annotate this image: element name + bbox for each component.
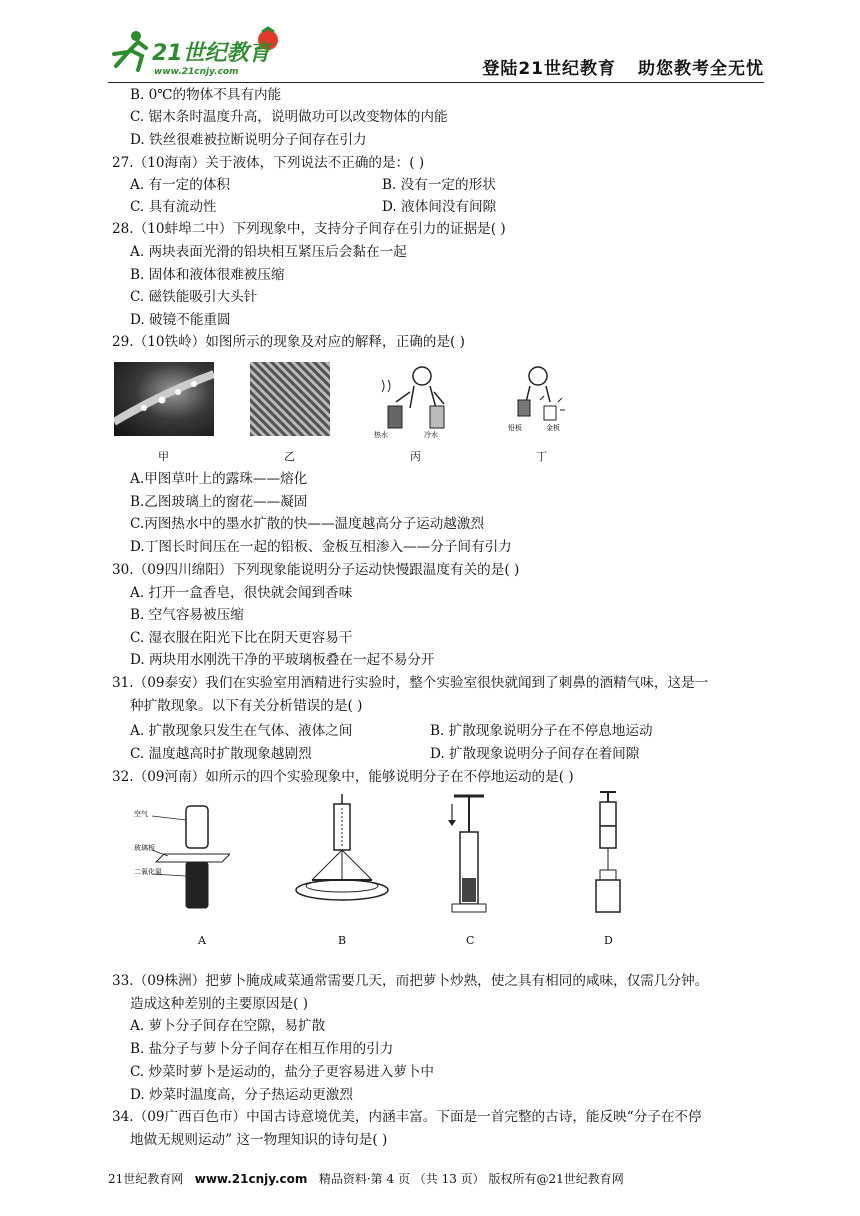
svg-text:www.21cnjy.com: www.21cnjy.com	[154, 67, 239, 77]
q26-option-c: C. 锯木条时温度升高，说明做功可以改变物体的内能	[130, 109, 448, 125]
footer-site: 21世纪教育网	[108, 1172, 184, 1186]
svg-text:二氧化氮: 二氧化氮	[134, 868, 162, 876]
q31-option-d: D. 扩散现象说明分子间存在着间隙	[430, 746, 640, 762]
fig29-label-a: 甲	[158, 450, 169, 463]
fig32-label-c: C	[466, 934, 475, 947]
q33-option-a: A. 萝卜分子间存在空隙，易扩散	[130, 1018, 326, 1034]
fig32-piston-drawing	[444, 792, 494, 916]
fig32-label-d: D	[604, 934, 613, 947]
q33-option-b: B. 盐分子与萝卜分子间存在相互作用的引力	[130, 1041, 394, 1057]
svg-text:空气: 空气	[134, 810, 148, 818]
footer-page-info: 精品资料·第 4 页 （共 13 页） 版权所有@21世纪教育网	[318, 1172, 624, 1186]
q30-option-d: D. 两块用水刚洗干净的平玻璃板叠在一起不易分开	[130, 652, 435, 668]
q29-option-b: B.乙图玻璃上的窗花——凝固	[130, 494, 308, 510]
svg-text:冷水: 冷水	[424, 431, 438, 438]
page-header	[0, 0, 860, 84]
question-31-cont: 种扩散现象。以下有关分析错误的是( )	[130, 698, 363, 714]
q30-option-b: B. 空气容易被压缩	[130, 607, 244, 623]
fig29-frost-photo	[250, 362, 330, 436]
fig32-lead-cylinders-drawing	[588, 790, 628, 916]
q31-option-a: A. 扩散现象只发生在气体、液体之间	[130, 723, 353, 739]
svg-text:热水: 热水	[374, 431, 388, 438]
slogan-help: 助您教考全无忧	[638, 59, 764, 79]
q28-option-d: D. 破镜不能重圆	[130, 312, 231, 328]
svg-text:铅板: 铅板	[508, 424, 522, 432]
slogan-login: 登陆21世纪教育	[482, 59, 616, 79]
question-30: 30.（09四川绵阳）下列现象能说明分子运动快慢跟温度有关的是( )	[112, 562, 520, 578]
header-slogan	[460, 54, 764, 79]
q31-option-b: B. 扩散现象说明分子在不停息地运动	[430, 723, 653, 739]
question-28: 28.（10蚌埠二中）下列现象中，支持分子间存在引力的证据是( )	[112, 221, 506, 237]
footer-url[interactable]: www.21cnjy.com	[194, 1172, 308, 1186]
site-logo	[108, 26, 298, 78]
q29-option-d: D.丁图长时间压在一起的铅板、金板互相渗入——分子间有引力	[130, 539, 512, 555]
q33-option-d: D. 炒菜时温度高，分子热运动更激烈	[130, 1087, 353, 1103]
q28-option-a: A. 两块表面光滑的铅块相互紧压后会黏在一起	[130, 244, 407, 260]
question-33: 33.（09株洲）把萝卜腌成咸菜通常需要几天，而把萝卜炒熟，使之具有相同的咸味，仅需几分钟。	[112, 973, 709, 989]
question-34: 34.（09广西百色市）中国古诗意境优美，内涵丰富。下面是一首完整的古诗，能反映“分子在不停	[112, 1109, 702, 1125]
q28-option-b: B. 固体和液体很难被压缩	[130, 267, 285, 283]
fig29-ink-diffusion-drawing	[374, 362, 460, 438]
q33-option-c: C. 炒菜时萝卜是运动的，盐分子更容易进入萝卜中	[130, 1064, 435, 1080]
fig32-gas-diffusion-drawing	[134, 802, 230, 914]
question-31: 31.（09泰安）我们在实验室用酒精进行实验时，整个实验室很快就闻到了刺鼻的酒精气味，这是一	[112, 675, 709, 691]
svg-text:玻璃板: 玻璃板	[134, 844, 155, 852]
q27-option-c: C. 具有流动性	[130, 199, 217, 215]
q28-option-c: C. 磁铁能吸引大头针	[130, 289, 258, 305]
q26-option-d: D. 铁丝很难被拉断说明分子间存在引力	[130, 132, 367, 148]
fig29-lead-gold-drawing	[504, 362, 576, 436]
header-rule	[108, 82, 764, 83]
svg-text:金板: 金板	[546, 424, 560, 432]
question-34-cont: 地做无规则运动” 这一物理知识的诗句是( )	[130, 1132, 388, 1148]
q27-option-a: A. 有一定的体积	[130, 177, 231, 193]
q29-option-a: A.甲图草叶上的露珠——熔化	[130, 471, 308, 487]
q27-option-b: B. 没有一定的形状	[382, 177, 496, 193]
svg-text:21世纪教育: 21世纪教育	[152, 41, 271, 66]
page-footer	[108, 1170, 768, 1187]
fig29-label-b: 乙	[284, 450, 295, 463]
question-32: 32.（09河南）如所示的四个实验现象中，能够说明分子在不停地运动的是( )	[112, 769, 574, 785]
q30-option-a: A. 打开一盒香皂，很快就会闻到香味	[130, 585, 353, 601]
fig32-label-a: A	[198, 934, 206, 947]
fig29-label-c: 丙	[410, 450, 421, 463]
fig29-dew-photo	[114, 362, 214, 436]
fig32-spring-scale-drawing	[292, 794, 392, 914]
q29-option-c: C.丙图热水中的墨水扩散的快——温度越高分子运动越激烈	[130, 516, 485, 532]
question-33-cont: 造成这种差别的主要原因是( )	[130, 996, 309, 1012]
fig29-label-d: 丁	[536, 450, 547, 463]
q30-option-c: C. 湿衣服在阳光下比在阴天更容易干	[130, 630, 353, 646]
q31-option-c: C. 温度越高时扩散现象越剧烈	[130, 746, 312, 762]
question-27: 27.（10海南）关于液体，下列说法不正确的是：( )	[112, 155, 425, 171]
q26-option-b: B. 0℃的物体不具有内能	[130, 87, 282, 103]
fig32-label-b: B	[338, 934, 347, 947]
q27-option-d: D. 液体间没有间隙	[382, 199, 497, 215]
question-29: 29.（10铁岭）如图所示的现象及对应的解释，正确的是( )	[112, 334, 465, 350]
